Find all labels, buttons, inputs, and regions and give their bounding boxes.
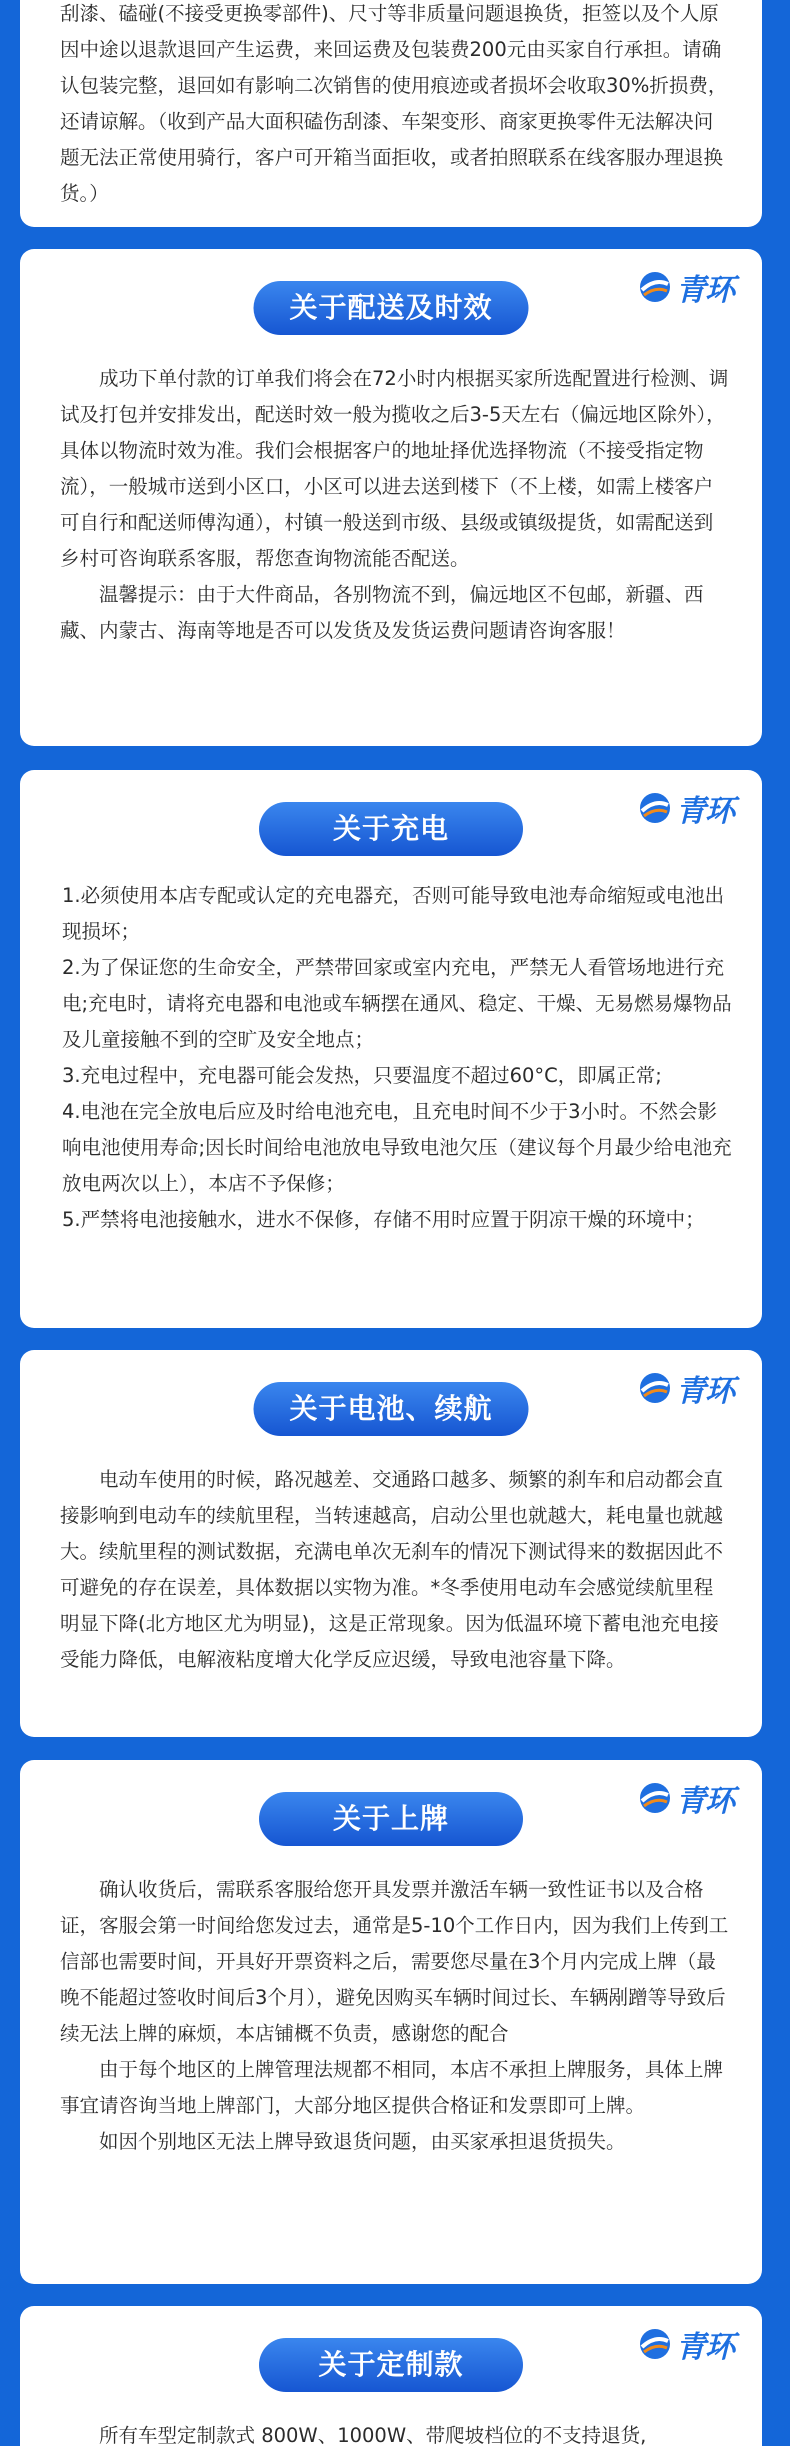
- charging-card: [20, 770, 762, 1328]
- returns-paragraph: 刮漆、磕碰(不接受更换零部件)、尺寸等非质量问题退换货，拒签以及个人原因中途以退款退回产生运费，来回运费及包装费200元由买家自行承担。请确认包装完整，退回如有影响二次销售的使用痕迹或者损坏会收取30%折损费，还请谅解。（收到产品大面积磕伤刮漆、车架变形、商家更换零件无法解决问题无法正常使用骑行，客户可开箱当面拒收，或者拍照联系在线客服办理退换货。）: [60, 2, 728, 205]
- charging-item-2: 2.为了保证您的生命安全，严禁带回家或室内充电，严禁无人看管场地进行充电;充电时，请将充电器和电池或车辆摆在通风、稳定、干燥、无易燃易爆物品及儿童接触不到的空旷及安全地点；: [62, 956, 732, 1051]
- battery-card: [20, 1350, 762, 1737]
- section-title-plate: 关于上牌: [259, 1792, 523, 1846]
- brand-logo-text: 青环: [676, 794, 734, 829]
- brand-logo-text: 青环: [676, 2330, 734, 2365]
- charging-body: [62, 878, 732, 1238]
- returns-card: [20, 0, 762, 227]
- charging-item-1: 1.必须使用本店专配或认定的充电器充，否则可能导致电池寿命缩短或电池出现损坏；: [62, 884, 725, 943]
- brand-logo-text: 青环: [676, 1374, 734, 1409]
- brand-logo: [638, 267, 734, 307]
- returns-body: [60, 0, 732, 212]
- section-title-battery: 关于电池、续航: [253, 1382, 528, 1436]
- section-title-custom: 关于定制款: [259, 2338, 523, 2392]
- custom-body: [60, 2418, 732, 2446]
- battery-paragraph: 电动车使用的时候，路况越差、交通路口越多、频繁的刹车和启动都会直接影响到电动车的续航里程，当转速越高，启动公里也就越大，耗电量也就越大。续航里程的测试数据，充满电单次无刹车的情况下测试得来的数据因此不可避免的存在误差，具体数据以实物为准。*冬季使用电动车会感觉续航里程明显下降(北方地区尤为明显)，这是正常现象。因为低温环境下蓄电池充电接受能力降低，电解液粘度增大化学反应迟缓，导致电池容量下降。: [60, 1468, 724, 1671]
- section-title-delivery: 关于配送及时效: [253, 281, 528, 335]
- section-title-charging: 关于充电: [259, 802, 523, 856]
- brand-logo: [638, 1368, 734, 1408]
- charging-item-4: 4.电池在完全放电后应及时给电池充电，且充电时间不少于3小时。不然会影响电池使用寿命;因长时间给电池放电导致电池欠压（建议每个月最少给电池充放电两次以上），本店不予保修；: [62, 1100, 732, 1195]
- delivery-paragraph: 成功下单付款的订单我们将会在72小时内根据买家所选配置进行检测、调试及打包并安排发出，配送时效一般为揽收之后3-5天左右（偏远地区除外），具体以物流时效为准。我们会根据客户的地址择优选择物流（不接受指定物流），一般城市送到小区口，小区可以进去送到楼下（不上楼，如需上楼客户可自行和配送师傅沟通），村镇一般送到市级、县级或镇级提货，如需配送到乡村可咨询联系客服，帮您查询物流能否配送。: [60, 367, 729, 570]
- brand-logo: [638, 1778, 734, 1818]
- brand-logo: [638, 2324, 734, 2364]
- plate-paragraph-2: 由于每个地区的上牌管理法规都不相同，本店不承担上牌服务，具体上牌事宜请咨询当地上牌部门，大部分地区提供合格证和发票即可上牌。: [60, 2058, 724, 2117]
- charging-item-5: 5.严禁将电池接触水，进水不保修，存储不用时应置于阴凉干燥的环境中；: [62, 1208, 705, 1231]
- brand-logo-icon: [638, 2327, 672, 2361]
- battery-body: [60, 1462, 732, 1678]
- brand-logo-icon: [638, 1781, 672, 1815]
- delivery-card: [20, 249, 762, 746]
- brand-logo-icon: [638, 1371, 672, 1405]
- brand-logo-text: 青环: [676, 1784, 734, 1819]
- plate-card: [20, 1760, 762, 2284]
- plate-paragraph-1: 确认收货后，需联系客服给您开具发票并激活车辆一致性证书以及合格证，客服会第一时间给您发过去，通常是5-10个工作日内，因为我们上传到工信部也需要时间，开具好开票资料之后，需要您尽量在3个月内完成上牌（最晚不能超过签收时间后3个月），避免因购买车辆时间过长、车辆剐蹭等导致后续无法上牌的麻烦，本店铺概不负责，感谢您的配合: [60, 1878, 729, 2045]
- brand-logo: [638, 788, 734, 828]
- plate-paragraph-3: 如因个别地区无法上牌导致退货问题，由买家承担退货损失。: [99, 2130, 626, 2153]
- brand-logo-text: 青环: [676, 273, 734, 308]
- delivery-body: [60, 361, 732, 649]
- delivery-tip: 温馨提示：由于大件商品，各别物流不到，偏远地区不包邮，新疆、西藏、内蒙古、海南等地是否可以发货及发货运费问题请咨询客服！: [60, 583, 704, 642]
- brand-logo-icon: [638, 791, 672, 825]
- plate-body: [60, 1872, 732, 2160]
- charging-item-3: 3.充电过程中，充电器可能会发热，只要温度不超过60°C，即属正常;: [62, 1064, 662, 1087]
- custom-card: [20, 2306, 762, 2446]
- custom-paragraph: 所有车型定制款式 800W、1000W、带爬坡档位的不支持退货,: [99, 2424, 647, 2446]
- brand-logo-icon: [638, 270, 672, 304]
